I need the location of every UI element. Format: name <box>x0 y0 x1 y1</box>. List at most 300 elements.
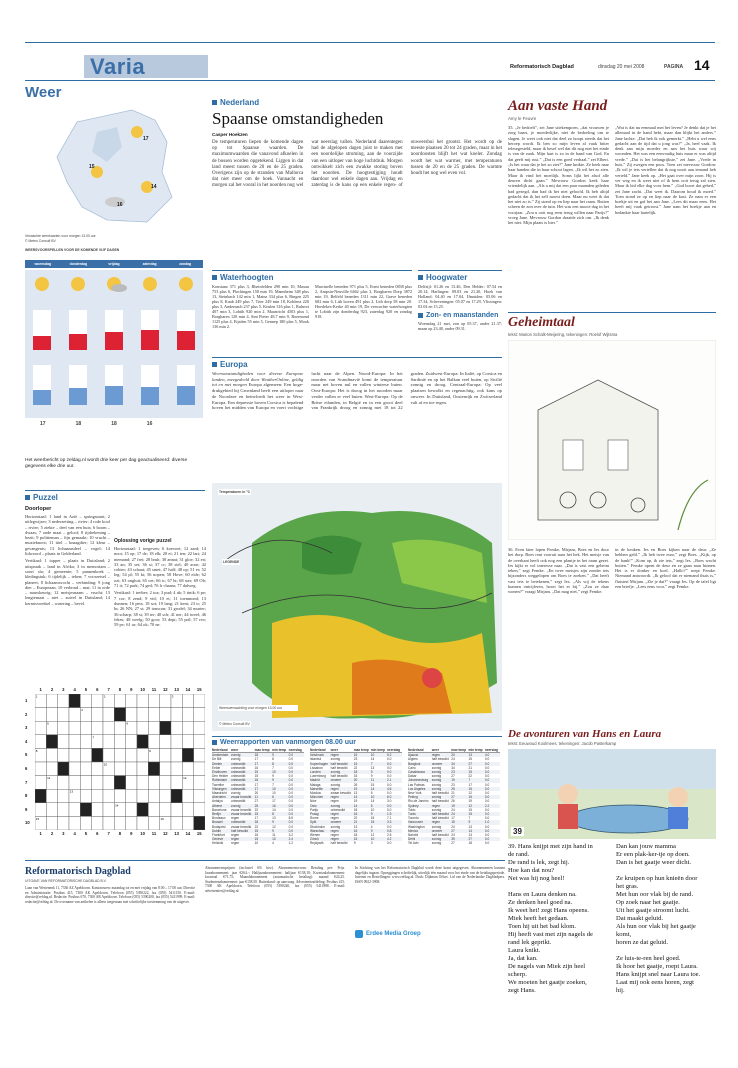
crossword-cell[interactable] <box>194 735 205 749</box>
table-cell: 15 <box>468 770 472 775</box>
story-line: Ze luis-te-ren heel goed. <box>616 955 681 962</box>
crossword-cell[interactable] <box>171 776 182 790</box>
crossword-cell[interactable] <box>137 762 148 776</box>
table-cell: 15 <box>451 820 455 825</box>
crossword-cell[interactable] <box>114 694 125 708</box>
table-cell: 0.0 <box>288 774 294 779</box>
table-cell: 16 <box>353 828 358 833</box>
table-cell: Aberdeen <box>212 795 226 800</box>
crossword-cell[interactable] <box>171 708 182 722</box>
table-cell: 3.2 <box>288 833 294 838</box>
crossword-cell[interactable] <box>126 694 137 708</box>
crossword-cell[interactable] <box>194 708 205 722</box>
table-header-cell: neerslag <box>485 748 500 753</box>
table-row <box>212 841 304 845</box>
crossword-cell[interactable] <box>58 816 69 830</box>
colofon-col2: Abonnementsprijzen (inclusief 6% btw). Abonnementsvorm: Betaling per: Prijs. Jaarabonnement: jaar €264,-; Halfjaarabonnement: halfjaar €138,10; Kwartaalabonnement: kwartaal €71,75; Maandabonnement (automatische betaling): maand €24,25. Studentenabonnement: jaar €158,50. Buitenland: op aanvraag. Advertentieafdeling: Postbus 415, 7300 AK Apeldoorn. Telefoon (055) 5390240, fax (055) 5411888. E-mail: advertenties@refdag.nl. <box>205 866 345 893</box>
divider <box>418 270 502 271</box>
table-cell: zonnig <box>431 778 442 783</box>
header-rule-bottom <box>25 80 715 81</box>
story-line: komt, <box>616 931 632 938</box>
crossword-cell[interactable] <box>126 789 137 803</box>
crossword-cell[interactable] <box>58 735 69 749</box>
crossword-col-number: 13 <box>174 687 179 692</box>
table-cell: 12 <box>272 824 276 829</box>
crossword-cell[interactable] <box>148 789 159 803</box>
crossword-cell[interactable] <box>58 776 69 790</box>
crossword-cell[interactable] <box>58 708 69 722</box>
table-cell: Vancouver <box>408 820 424 825</box>
crossword-cell[interactable] <box>126 748 137 762</box>
table-cell: 6.0 <box>386 795 392 800</box>
crossword-cell[interactable] <box>182 762 193 776</box>
story-line: Met hun oor vlak bij de rand. <box>616 891 694 898</box>
table-cell: 17 <box>254 761 259 766</box>
crossword-cell[interactable] <box>103 735 114 749</box>
table-cell: 0.0 <box>288 803 294 808</box>
table-cell: 10 <box>370 795 375 800</box>
crossword-cell[interactable] <box>126 762 137 776</box>
table-cell: half bewolkt <box>431 799 449 804</box>
weather-report-table <box>408 748 500 846</box>
crossword-cell[interactable] <box>160 708 171 722</box>
table-cell: 0.0 <box>484 765 490 770</box>
europe-map-caption: Weersverwachting voor morgen 13.00 uur <box>218 705 298 711</box>
crossword-cell[interactable] <box>103 789 114 803</box>
table-cell: 0.0 <box>288 828 294 833</box>
story-line: We moeten het gaatje zoeken, <box>508 979 587 986</box>
crossword-cell[interactable] <box>35 789 46 803</box>
crossword-cell[interactable] <box>80 803 91 817</box>
divider <box>212 270 412 271</box>
crossword-cell[interactable] <box>92 748 103 762</box>
table-cell: 14 <box>353 803 358 808</box>
table-cell: 16 <box>254 765 259 770</box>
table-cell: Brussel <box>212 820 223 825</box>
waterhoogten-body-2: Marcinelle beneden 971 plus 5, Ernst beneden 0838 plus 2, Ampsin-Neuville 6462 plus 3, Borgharen Dorp 3872 min 19, Belfeld beneden 1311 min 22, Grave beneden 682 min 6, Lith boven 491 plus 2, Lith dorp 58 min 20. Hoedekes-Kerke 40 min 19, De verwachte waterhoogten te Lobith zijn donderdag 923, zaterdag 920 en zondag 918. <box>315 284 412 319</box>
crossword-cell[interactable] <box>160 803 171 817</box>
table-cell: 9 <box>468 820 471 825</box>
story-line: Hans en Laura denken na. <box>508 891 577 898</box>
crossword-cell[interactable] <box>160 721 171 735</box>
crossword-cell[interactable] <box>80 721 91 735</box>
crossword-cell[interactable] <box>148 708 159 722</box>
crossword-cell[interactable] <box>137 789 148 803</box>
table-cell: onbewolkt <box>231 765 246 770</box>
crossword-cell[interactable] <box>114 735 125 749</box>
geheimtaal-section <box>508 312 716 635</box>
crossword-cell[interactable] <box>148 735 159 749</box>
crossword-cell[interactable] <box>69 721 80 735</box>
table-cell: 18 <box>353 807 358 812</box>
crossword-cell[interactable] <box>69 803 80 817</box>
table-cell: regen <box>431 820 440 825</box>
crossword-cell[interactable] <box>46 789 57 803</box>
table-cell: 21 <box>468 765 472 770</box>
crossword-cell[interactable] <box>58 721 69 735</box>
table-cell: 7.1 <box>386 816 392 821</box>
crossword-cell[interactable] <box>80 816 91 830</box>
nederland-kicker-text: Nederland <box>220 98 260 107</box>
crossword-cell[interactable] <box>58 803 69 817</box>
crossword-col-number: 7 <box>107 687 110 692</box>
crossword-grid <box>25 686 205 846</box>
table-cell: Frankfurt <box>212 833 225 838</box>
crossword-cell[interactable] <box>160 735 171 749</box>
crossword-cell[interactable] <box>171 721 182 735</box>
story-line: Dan is het gaatje weer dicht. <box>616 859 692 866</box>
crossword-cell[interactable] <box>171 789 182 803</box>
crossword-cell[interactable] <box>46 748 57 762</box>
colofon-col1: Laan van Westenenk 11, 7336 AZ Apeldoorn. Kantooruren: maandag tot en met vrijdag van 8.00 – 17.00 uur. Directie en Administratie: Postbus 415, 7300 AK Apeldoorn. Telefoon (055) 5390222, fax (055) 5411150. E-mail: directie@refdag.nl. Redactie: Postbus 670, 7300 AR Apeldoorn. Telefoon (055) 5390200, fax (055) 5411999. E-mail: redactie@refdag.nl. De overname van artikelen is alleen toegestaan met schriftelijke toestemming van de uitgever. <box>25 886 195 904</box>
crossword-cell[interactable] <box>137 721 148 735</box>
table-cell: 9 <box>353 841 356 846</box>
day-label: zaterdag <box>142 262 157 266</box>
table-cell: 6 <box>370 791 373 796</box>
crossword-cell[interactable] <box>137 803 148 817</box>
vaste-hand-section <box>508 98 716 325</box>
crossword-cell[interactable] <box>92 816 103 830</box>
table-cell: Twenthe <box>212 782 225 787</box>
table-cell: Toronto <box>408 816 419 821</box>
table-cell: 15 <box>468 786 472 791</box>
crossword-cell[interactable] <box>92 694 103 708</box>
table-cell: 4 <box>272 841 274 846</box>
table-cell: 9 <box>272 778 274 783</box>
oplossing-title: Oplossing vorige puzzel <box>114 538 172 544</box>
table-cell: 0.0 <box>386 803 392 808</box>
waterhoogten-body: Konstanz 371 plus 3, Rheinfelden 290 min 10, Maxau 753 plus 6, Plochingen 158 min 19, Mannheim 348 plus 13, Steinbach 142 min 1, Mainz 334 plus 6, Bingen 225 plus 8, Kaub 249 plus 7, Trier 249 min 18, Koblenz 220 plus 3, Andernach 237 plus 5, Keulen 316 plus 1, Ruhrort 407 min 3, Lobith 920 min 2. Maastricht 4503 plus 1, Borgharen 120 min 4, Sint Pieter 48.7 min 9, Roermond 1125 plus 4, Eijsden 55 min 5, Gennep 180 plus 5, Mook 136 min 2. <box>212 284 309 329</box>
crossword-cell[interactable] <box>194 694 205 708</box>
table-cell: 0.0 <box>484 770 490 775</box>
forecast-day-graphic <box>169 270 203 416</box>
crossword-cell[interactable] <box>148 694 159 708</box>
story-line: Uit het gaatje stroomt lucht. <box>616 907 690 914</box>
crossword-cell[interactable] <box>35 762 46 776</box>
table-cell: 0.0 <box>484 816 490 821</box>
crossword-cell[interactable] <box>160 762 171 776</box>
crossword-cell[interactable] <box>182 789 193 803</box>
crossword-cell[interactable] <box>92 776 103 790</box>
table-cell: 9 <box>370 770 373 775</box>
table-cell: zonnig <box>330 757 341 762</box>
weerrapporten-section <box>212 736 502 846</box>
crossword-cell[interactable] <box>46 816 57 830</box>
story-line: De nagels van Miek zijn heel <box>508 963 586 970</box>
table-cell: 14 <box>370 799 375 804</box>
table-cell: 9 <box>272 828 274 833</box>
oplossing-horizontaal: Horizontaal: 1 toegeven; 6 koevoet; 12 aard; 14 noot; 15 op; 17 de; 18 elk; 20 ei; 21 ten; 22 lari; 24 niemand; 27 fret; 28 bruh; 30 annat; 31 gloe; 32 en; 33 an; 35 set; 36 si; 37 cr; 38 stel; 40 acne; 42 cobier; 43 schaat; 45 smet; 47 half; 48 op; 51 er; 52 leg; 54 pl; 55 ki; 56 nopen; 58 Hove; 60 eide; 62 ozt; 63 ongluit; 65 oet; 66 ic; 67 ht; 68 ster; 69 Oh; 71 it; 72 park; 74 ged; 76 fr chaam; 77 dalweg. <box>114 546 206 589</box>
table-cell: 1.5 <box>386 812 392 817</box>
divider <box>25 860 505 861</box>
crossword-cell[interactable] <box>182 694 193 708</box>
crossword-cell[interactable] <box>69 816 80 830</box>
table-cell: Tunis <box>408 812 416 817</box>
crossword-cell[interactable] <box>35 803 46 817</box>
crossword-cell[interactable] <box>80 776 91 790</box>
crossword-cell[interactable] <box>58 789 69 803</box>
crossword-cell[interactable] <box>137 816 148 830</box>
crossword-cell[interactable] <box>103 816 114 830</box>
crossword-cell[interactable] <box>171 762 182 776</box>
table-cell: Las Palmas <box>408 782 425 787</box>
crossword-cell[interactable] <box>137 748 148 762</box>
page-header <box>0 0 738 78</box>
crossword-cell[interactable] <box>171 803 182 817</box>
crossword-cell[interactable] <box>92 762 103 776</box>
table-cell: 21 <box>353 820 358 825</box>
crossword-cell[interactable] <box>35 721 46 735</box>
table-cell: Kopenhagen <box>310 761 329 766</box>
crossword-cell[interactable] <box>69 708 80 722</box>
story-line <box>616 867 716 875</box>
table-cell: 25 <box>254 803 259 808</box>
table-cell: regen <box>231 837 240 842</box>
table-cell: regen <box>231 816 240 821</box>
table-cell: onweer <box>330 778 342 783</box>
table-cell: 10 <box>370 753 375 758</box>
crossword-col-number: 5 <box>84 687 88 692</box>
crossword-cell-number: 3 <box>171 694 174 699</box>
table-cell: 4.0 <box>484 753 490 758</box>
crossword-col-number: 4 <box>73 831 76 836</box>
crossword-cell[interactable] <box>114 816 125 830</box>
europa-intro-text: Weersomstandigheden voor diverse Europese landen, meegedeeld door WeatherOnline, geldig tot en met morgen <box>212 371 304 388</box>
crossword-cell[interactable] <box>160 694 171 708</box>
table-cell: 24 <box>451 807 455 812</box>
crossword-cell-number: 2 <box>103 694 106 699</box>
crossword-cell[interactable] <box>58 748 69 762</box>
crossword-cell[interactable] <box>137 776 148 790</box>
hans-laura-illustration <box>508 749 716 839</box>
crossword-cell[interactable] <box>182 708 193 722</box>
crossword-cell[interactable] <box>194 789 205 803</box>
weather-report-table <box>310 748 402 846</box>
crossword-cell[interactable] <box>126 735 137 749</box>
forecast-day-graphic <box>25 270 59 416</box>
crossword-cell-number: 15 <box>35 816 40 821</box>
table-cell: 15 <box>254 837 259 842</box>
netherlands-weather-map <box>37 102 187 232</box>
crossword-cell[interactable] <box>148 721 159 735</box>
crossword-cell[interactable] <box>92 789 103 803</box>
table-cell: Zürich <box>310 837 319 842</box>
crossword-cell[interactable] <box>46 694 57 708</box>
table-cell: 0.0 <box>288 824 294 829</box>
table-cell: 24 <box>451 757 455 762</box>
table-cell: 18 <box>254 820 259 825</box>
crossword-cell[interactable] <box>194 816 205 830</box>
table-cell: regen <box>431 803 440 808</box>
table-cell: 7 <box>272 782 274 787</box>
crossword-cell[interactable] <box>69 694 80 708</box>
forecast-temp: 16 <box>146 421 153 427</box>
crossword-cell[interactable] <box>80 735 91 749</box>
puzzel-horizontaal: Horizontaal: 1 land in Azië – springstaart; 2 uitlegwijzer; 3 nederzetting – rivier; 4 rode kool – rivier; 5 ziekte – deel van een huis; 6 boom – dwaas; 7 oude maat – geloof; 8 tijdrekening – bezit; 9 politieman – fijn gemaakt; 10 vrucht – muzieknoot; 11 titel – knaagdier; 12 kleur – gevangenis; 13 lichaamsdeel – vogel; 14 lidwoord – plaats in Gelderland. <box>25 514 110 557</box>
table-cell: Rio de Janeiro <box>408 799 429 804</box>
table-cell: half bewolkt <box>330 765 348 770</box>
story-line: Ik hoor het gaatje, roept Laura. <box>616 963 698 970</box>
table-cell: 0.0 <box>484 791 490 796</box>
crossword-cell[interactable] <box>137 735 148 749</box>
crossword-cell[interactable] <box>69 776 80 790</box>
table-cell: zonnig <box>330 803 341 808</box>
table-cell: 0.0 <box>288 770 294 775</box>
europa-body-text: Europa algemeen: Een hoge-drukgebied bij Groenland heeft een uitloper naar de Noordzee en beïnvloedt het weer in West-Europa. Een depressie boven Corsica is bepalend boven het midden van Europa en voert vochtige lucht naar de Alpen. Noord-Europa: In het noorden van Scandinavië komt de temperatuur maar net boven nul en vallen winterse buien. Oost-Europa: Het is droog in het noorden maar verder vallen er veel buien. West-Europa: Op de Britse eilanden, in België en in een groot deel van Frankrijk droog en zonnig met 18 tot 22 graden. Zuidwest-Europa: In Italië, op Corsica en Sardinië en op het Balkan veel buien, op Sicilië zonnig en droog. Centraal-Europa: Op veel plaatsen bewolkt en regenachtig, ook kans op onweer. In Duitsland, Oostenrijk en Zwitserland valt af en toe regen. <box>212 371 502 411</box>
crossword-cell[interactable] <box>103 803 114 817</box>
zon-maan-title-text: Zon- en maanstanden <box>426 312 499 319</box>
table-cell: 0.0 <box>288 807 294 812</box>
story-line: Toen hij uit het bad klom. <box>508 923 577 930</box>
crossword-cell[interactable] <box>46 735 57 749</box>
crossword-cell[interactable] <box>114 789 125 803</box>
header-rule <box>25 42 715 43</box>
waterhoogten-section <box>212 270 412 329</box>
table-cell: regen <box>330 753 339 758</box>
table-cell: half bewolkt <box>431 833 449 838</box>
table-cell: Den Helder <box>212 774 229 779</box>
table-cell: 17 <box>451 816 455 821</box>
crossword-cell[interactable] <box>114 708 125 722</box>
crossword-cell[interactable] <box>182 816 193 830</box>
crossword-cell[interactable] <box>137 694 148 708</box>
crossword-cell[interactable] <box>114 748 125 762</box>
map-temp-2: 15 <box>89 164 95 170</box>
table-cell: 11 <box>370 778 375 783</box>
crossword-cell[interactable] <box>103 708 114 722</box>
crossword-cell[interactable] <box>160 789 171 803</box>
crossword-col-numbers-top <box>35 686 205 694</box>
crossword-cell[interactable] <box>114 762 125 776</box>
crossword-cell[interactable] <box>148 803 159 817</box>
table-cell: 12 <box>468 803 472 808</box>
table-cell: Istanbul <box>310 757 322 762</box>
crossword-cell[interactable] <box>46 803 57 817</box>
crossword-cell-number: 10 <box>103 762 108 767</box>
story-line: Ze denken heel goed na. <box>508 899 573 906</box>
crossword-cell[interactable] <box>126 708 137 722</box>
crossword-cell[interactable] <box>58 694 69 708</box>
crossword-cell[interactable] <box>103 776 114 790</box>
table-cell: 17 <box>254 782 259 787</box>
crossword-cell[interactable] <box>126 816 137 830</box>
crossword-cell[interactable] <box>92 721 103 735</box>
crossword-cell[interactable] <box>103 748 114 762</box>
crossword-cell[interactable] <box>92 803 103 817</box>
story-line: Hoe kan dat nou? <box>508 867 555 874</box>
table-cell: Split <box>310 820 317 825</box>
crossword-cell[interactable] <box>69 748 80 762</box>
day-label: vrijdag <box>108 262 120 266</box>
crossword-cell-number: 13 <box>69 789 74 794</box>
crossword-cell[interactable] <box>80 748 91 762</box>
crossword-cell[interactable] <box>80 762 91 776</box>
crossword-cell[interactable] <box>182 748 193 762</box>
crossword-cell[interactable] <box>194 721 205 735</box>
table-cell: 0.0 <box>386 791 392 796</box>
crossword-cell[interactable] <box>103 721 114 735</box>
table-cell: Genève <box>212 837 224 842</box>
europa-section <box>212 357 502 491</box>
table-cell: 0.0 <box>288 791 294 796</box>
crossword-cell[interactable] <box>114 776 125 790</box>
crossword-cell[interactable] <box>137 708 148 722</box>
table-cell: 15 <box>468 812 472 817</box>
crossword-cell[interactable] <box>148 816 159 830</box>
crossword-cell[interactable] <box>171 748 182 762</box>
table-cell: half bewolkt <box>431 812 449 817</box>
crossword-cell[interactable] <box>194 803 205 817</box>
table-cell: 39 <box>451 837 455 842</box>
table-header-cell: Nederland <box>212 748 231 753</box>
crossword-cell[interactable] <box>182 803 193 817</box>
table-cell: Dakar <box>408 774 417 779</box>
crossword-cell[interactable] <box>46 762 57 776</box>
crossword-cell[interactable] <box>171 816 182 830</box>
table-cell: 26 <box>451 799 455 804</box>
table-cell: 27 <box>468 837 472 842</box>
crossword-cell[interactable] <box>114 721 125 735</box>
crossword-cell-number: 16 <box>160 816 164 821</box>
puzzel-title <box>25 493 205 502</box>
crossword-cell[interactable] <box>35 708 46 722</box>
crossword-cell[interactable] <box>194 776 205 790</box>
table-cell: 27 <box>451 795 455 800</box>
crossword-cell[interactable] <box>148 776 159 790</box>
crossword-cell[interactable] <box>80 789 91 803</box>
crossword-cell[interactable] <box>69 762 80 776</box>
divider <box>25 490 205 491</box>
story-line: 39. Hans knijpt met zijn hand in <box>508 843 593 850</box>
table-cell: half bewolkt <box>431 791 449 796</box>
table-cell: 15 <box>468 795 472 800</box>
crossword-cell[interactable] <box>35 776 46 790</box>
crossword-cell[interactable] <box>148 762 159 776</box>
europa-title-text: Europa <box>220 360 248 369</box>
table-cell: 27 <box>451 828 455 833</box>
weerrapporten-tables <box>212 748 502 846</box>
crossword-cell[interactable] <box>46 708 57 722</box>
crossword-cell[interactable] <box>92 708 103 722</box>
crossword-cell[interactable] <box>194 748 205 762</box>
crossword-cell[interactable] <box>58 762 69 776</box>
table-cell: 0.0 <box>288 765 294 770</box>
table-header-cell: max temp <box>451 748 468 753</box>
crossword-cell[interactable] <box>160 748 171 762</box>
crossword-cell[interactable] <box>80 694 91 708</box>
table-cell: 13 <box>370 765 375 770</box>
crossword-cell[interactable] <box>69 735 80 749</box>
crossword-cell[interactable] <box>160 776 171 790</box>
table-cell: 5 <box>370 803 373 808</box>
crossword-cell[interactable] <box>35 735 46 749</box>
table-cell: regen <box>330 795 339 800</box>
crossword-cell[interactable] <box>126 776 137 790</box>
crossword-cell-number: 11 <box>47 776 51 781</box>
crossword-cell[interactable] <box>194 762 205 776</box>
crossword-cell[interactable] <box>126 803 137 817</box>
crossword-cell[interactable] <box>182 735 193 749</box>
table-cell: onbewolkt <box>330 807 346 812</box>
crossword-cell[interactable] <box>171 735 182 749</box>
story-line <box>616 947 716 955</box>
table-cell: Eindhoven <box>212 770 228 775</box>
hoogwater-title <box>418 273 502 282</box>
table-cell: 2.5 <box>386 833 392 838</box>
table-cell: 0.0 <box>288 753 294 758</box>
crossword-cell-number: 12 <box>183 776 187 781</box>
crossword-cell[interactable] <box>182 721 193 735</box>
